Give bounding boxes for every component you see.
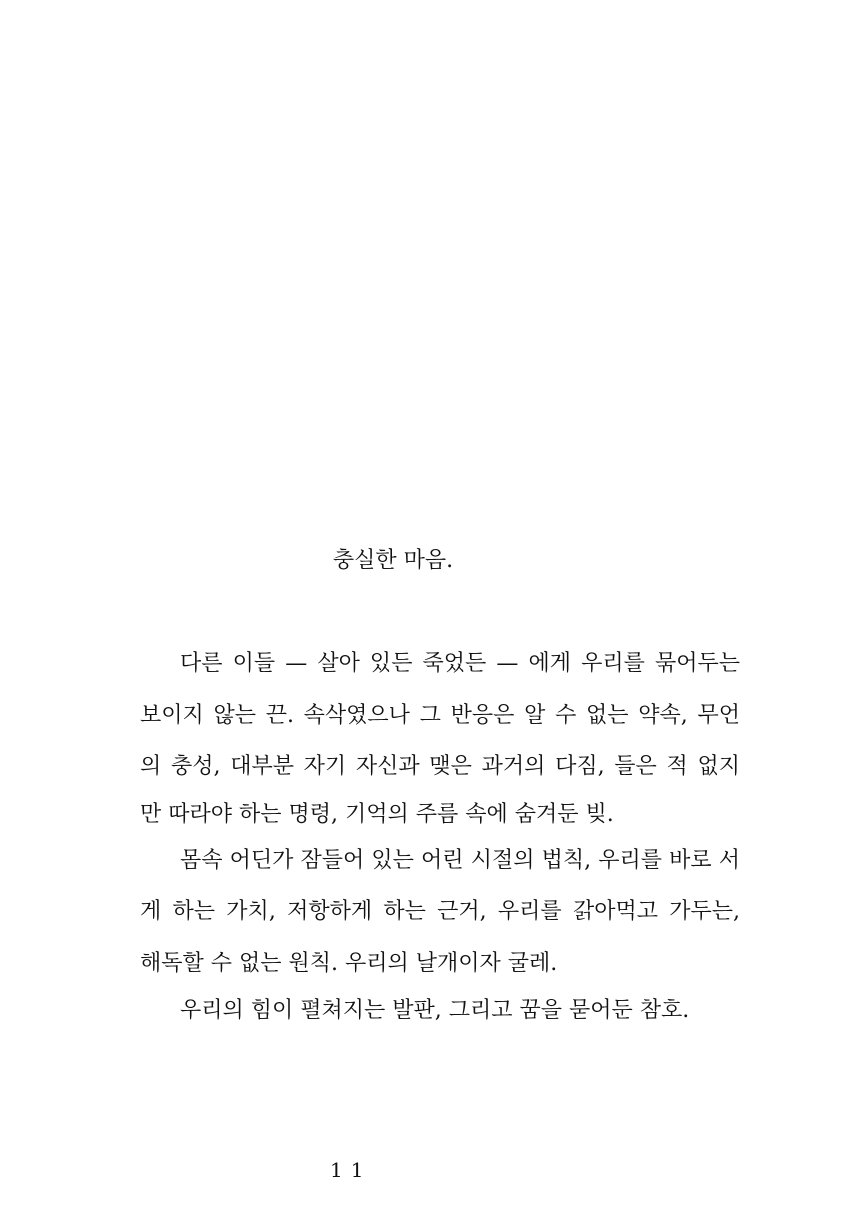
paragraph-1-line-1: 다른 이들 — 살아 있든 죽었든 — 에게 우리를 묶어두는 bbox=[180, 651, 740, 676]
paragraph-2-line-1: 몸속 어딘가 잠들어 있는 어린 시절의 법칙, 우리를 바로 서 bbox=[180, 848, 740, 873]
paragraph-2-line-2: 게 하는 가치, 저항하게 하는 근거, 우리를 갉아먹고 가두는, bbox=[140, 899, 740, 924]
paragraph-1-line-3: 의 충성, 대부분 자기 자신과 맺은 과거의 다짐, 들은 적 없지 bbox=[140, 754, 740, 779]
page-title: 충실한 마음. bbox=[332, 548, 454, 573]
page-number: 11 bbox=[330, 1158, 372, 1182]
paragraph-3-line-1: 우리의 힘이 펼쳐지는 발판, 그리고 꿈을 묻어둔 참호. bbox=[180, 998, 690, 1023]
paragraph-1-line-4: 만 따라야 하는 명령, 기억의 주름 속에 숨겨둔 빚. bbox=[140, 802, 614, 827]
paragraph-2-line-3: 해독할 수 없는 원칙. 우리의 날개이자 굴레. bbox=[140, 951, 558, 976]
paragraph-1-line-2: 보이지 않는 끈. 속삭였으나 그 반응은 알 수 없는 약속, 무언 bbox=[140, 703, 740, 728]
